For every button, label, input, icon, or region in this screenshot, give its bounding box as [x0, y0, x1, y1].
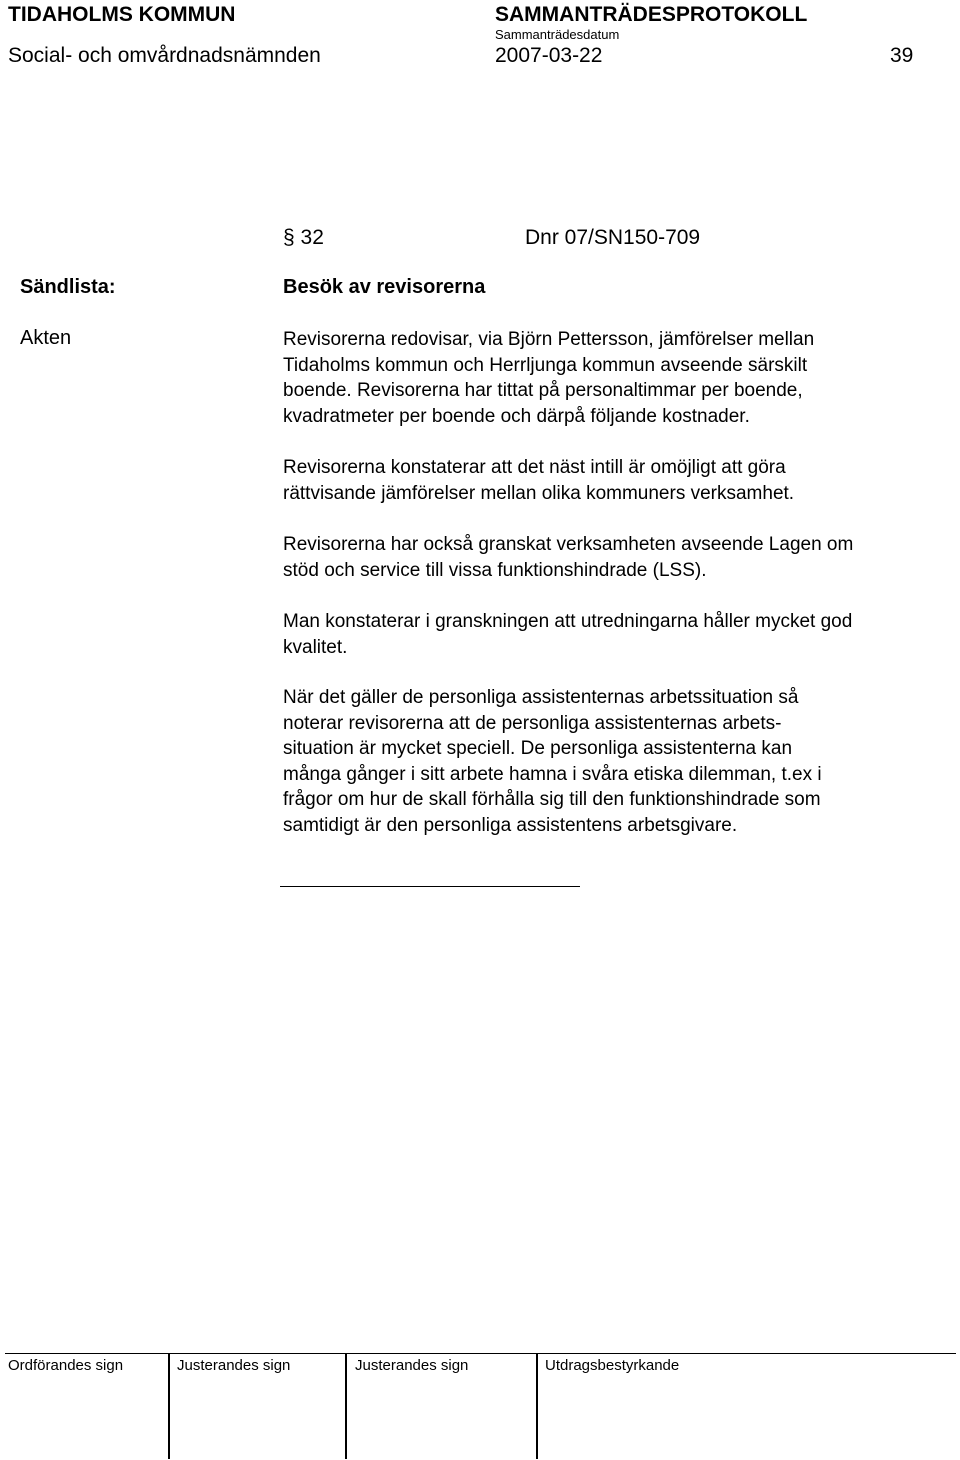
meeting-date: 2007-03-22: [495, 44, 603, 67]
date-label: Sammanträdesdatum: [495, 27, 620, 42]
signature-divider: [536, 1353, 538, 1459]
paragraph-line: samtidigt är den personliga assistentens arbetsgivare.: [283, 814, 738, 836]
committee-name: Social- och omvårdnadsnämnden: [8, 44, 321, 67]
signature-divider: [168, 1353, 170, 1459]
paragraph-line: Revisorerna har också granskat verksamheten avseende Lagen om: [283, 534, 854, 555]
signature-label-chair: Ordförandes sign: [8, 1357, 124, 1374]
sendlist-label: Sändlista:: [20, 276, 116, 298]
paragraph-line: rättvisande jämförelser mellan olika kommuners verksamhet.: [283, 482, 795, 504]
paragraph: [283, 685, 953, 838]
paragraph-number: § 32: [283, 226, 324, 249]
page-number: 39: [890, 44, 914, 67]
paragraph: [283, 532, 953, 583]
paragraph-line: kvalitet.: [283, 636, 348, 658]
paragraph: [283, 609, 953, 660]
paragraph-line: noterar revisorerna att de personliga assistenternas arbets-: [283, 712, 782, 734]
paragraph-line: Revisorerna konstaterar att det näst intill är omöjligt att göra: [283, 457, 786, 478]
signature-label-adjuster-1: Justerandes sign: [177, 1357, 291, 1374]
paragraph-line: boende. Revisorerna har tittat på personaltimmar per boende,: [283, 380, 803, 401]
section-end-rule: [280, 886, 580, 887]
paragraph-line: Man konstaterar i granskningen att utredningarna håller mycket god: [283, 611, 853, 632]
paragraph-line: många gånger i sitt arbete hamna i svåra etiska dilemman, t.ex i: [283, 763, 822, 785]
paragraph: [283, 455, 953, 506]
paragraph-line: kvadratmeter per boende och därpå följande kostnader.: [283, 405, 750, 427]
paragraph: [283, 327, 953, 429]
paragraph-line: När det gäller de personliga assistenternas arbetssituation så: [283, 687, 799, 708]
paragraph-line: frågor om hur de skall förhålla sig till den funktionshindrade som: [283, 789, 821, 810]
dnr: Dnr 07/SN150-709: [525, 226, 701, 249]
paragraph-line: Tidaholms kommun och Herrljunga kommun avseende särskilt: [283, 354, 808, 376]
organization-name: TIDAHOLMS KOMMUN: [8, 3, 236, 26]
signature-label-excerpt: Utdragsbestyrkande: [545, 1357, 680, 1374]
section-title: Besök av revisorerna: [283, 276, 486, 298]
sendlist-item: Akten: [20, 327, 72, 349]
paragraph-line: stöd och service till vissa funktionshindrade (LSS).: [283, 559, 707, 581]
signature-label-adjuster-2: Justerandes sign: [355, 1357, 469, 1374]
document-type: SAMMANTRÄDESPROTOKOLL: [495, 3, 808, 26]
paragraph-line: Revisorerna redovisar, via Björn Pettersson, jämförelser mellan: [283, 329, 815, 350]
paragraph-line: situation är mycket speciell. De personliga assistenterna kan: [283, 738, 793, 759]
footer-top-rule: [5, 1353, 956, 1354]
signature-divider: [345, 1353, 347, 1459]
